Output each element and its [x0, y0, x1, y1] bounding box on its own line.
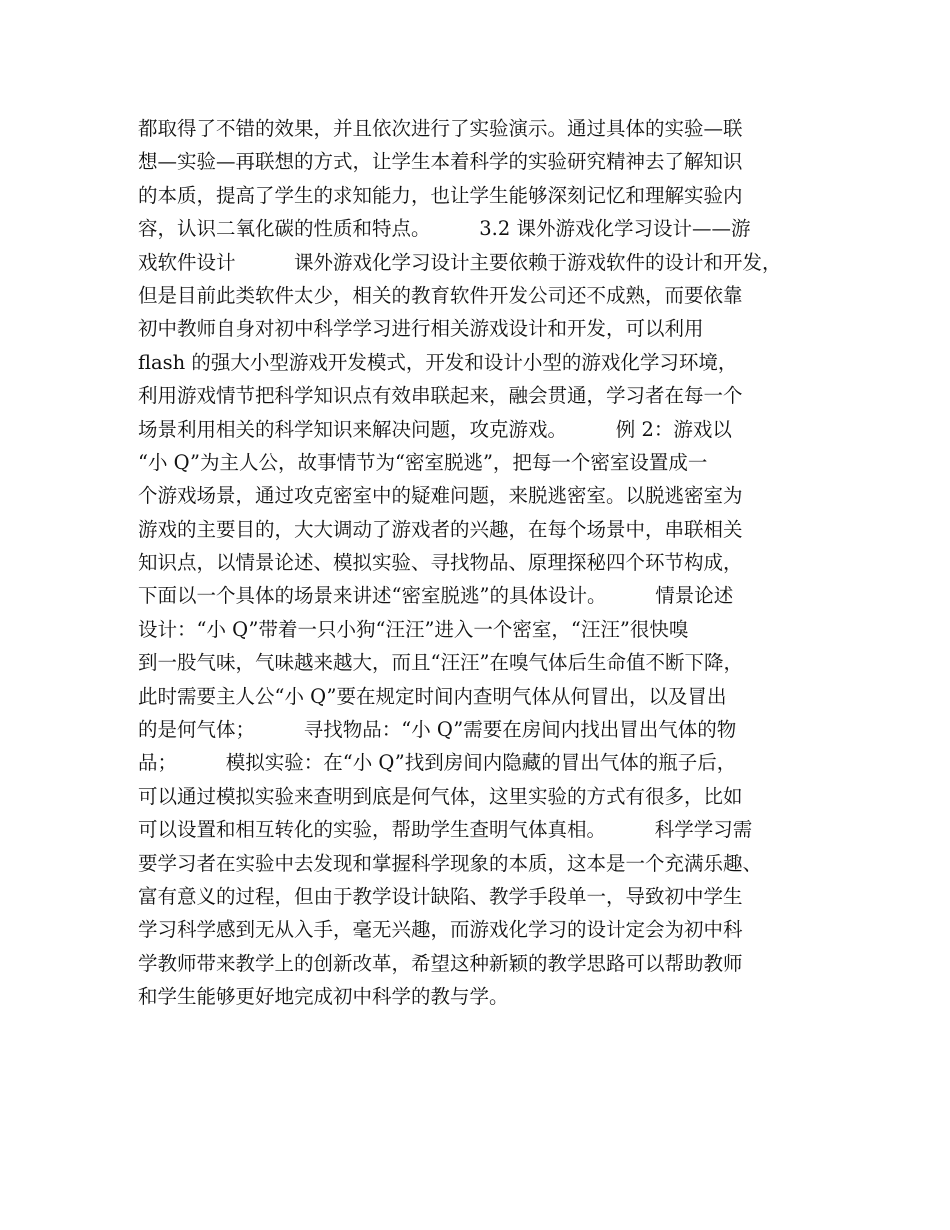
text-line: 戏软件设计 课外游戏化学习设计主要依赖于游戏软件的设计和开发，: [138, 250, 782, 274]
text-line: 初中教师自身对初中科学学习进行相关游戏设计和开发，可以利用: [138, 317, 704, 341]
text-line: 学习科学感到无从入手，毫无兴趣，而游戏化学习的设计定会为初中科: [138, 918, 743, 942]
text-line: 场景利用相关的科学知识来解决问题，攻克游戏。 例 2：游戏以: [138, 417, 732, 441]
text-line: 利用游戏情节把科学知识点有效串联起来，融会贯通，学习者在每一个: [138, 384, 743, 408]
body-text: [138, 112, 828, 1014]
text-line: 可以设置和相互转化的实验，帮助学生查明气体真相。 科学学习需: [138, 818, 753, 842]
text-line: 到一股气味，气味越来越大，而且“汪汪”在嗅气体后生命值不断下降，: [138, 651, 743, 675]
text-line: flash 的强大小型游戏开发模式，开发和设计小型的游戏化学习环境，: [138, 350, 738, 374]
text-line: 都取得了不错的效果，并且依次进行了实验演示。通过具体的实验—联: [138, 117, 743, 140]
text-line: 可以通过模拟实验来查明到底是何气体，这里实验的方式有很多，比如: [138, 784, 743, 808]
text-line: 下面以一个具体的场景来讲述“密室脱逃”的具体设计。 情景论述: [138, 584, 734, 608]
text-line: 但是目前此类软件太少，相关的教育软件开发公司还不成熟，而要依靠: [138, 283, 743, 307]
text-line: 的是何气体； 寻找物品：“小 Q”需要在房间内找出冒出气体的物: [138, 718, 737, 742]
text-line: “小 Q”为主人公，故事情节为“密室脱逃”，把每一个密室设置成一: [138, 450, 708, 474]
text-line: 个游戏场景，通过攻克密室中的疑难问题，来脱逃密室。以脱逃密室为: [138, 484, 743, 508]
text-line: 设计：“小 Q”带着一只小狗“汪汪”进入一个密室，“汪汪”很快嗅: [138, 617, 689, 641]
text-line: 此时需要主人公“小 Q”要在规定时间内查明气体从何冒出，以及冒出: [138, 684, 727, 708]
text-line: 知识点，以情景论述、模拟实验、寻找物品、原理探秘四个环节构成，: [138, 551, 743, 575]
text-line: 游戏的主要目的，大大调动了游戏者的兴趣，在每个场景中，串联相关: [138, 517, 743, 541]
text-line: 和学生能够更好地完成初中科学的教与学。: [138, 985, 509, 1009]
text-line: 学教师带来教学上的创新改革，希望这种新颖的教学思路可以帮助教师: [138, 951, 743, 975]
text-line: 品； 模拟实验：在“小 Q”找到房间内隐藏的冒出气体的瓶子后，: [138, 751, 737, 775]
text-line: 容，认识二氧化碳的性质和特点。 3.2 课外游戏化学习设计——游: [138, 217, 751, 241]
text-line: 想—实验—再联想的方式，让学生本着科学的实验研究精神去了解知识: [138, 150, 743, 174]
text-line: 要学习者在实验中去发现和掌握科学现象的本质，这本是一个充满乐趣、: [138, 851, 763, 875]
text-line: 的本质，提高了学生的求知能力，也让学生能够深刻记忆和理解实验内: [138, 183, 743, 207]
text-line: 富有意义的过程，但由于教学设计缺陷、教学手段单一，导致初中学生: [138, 884, 743, 908]
